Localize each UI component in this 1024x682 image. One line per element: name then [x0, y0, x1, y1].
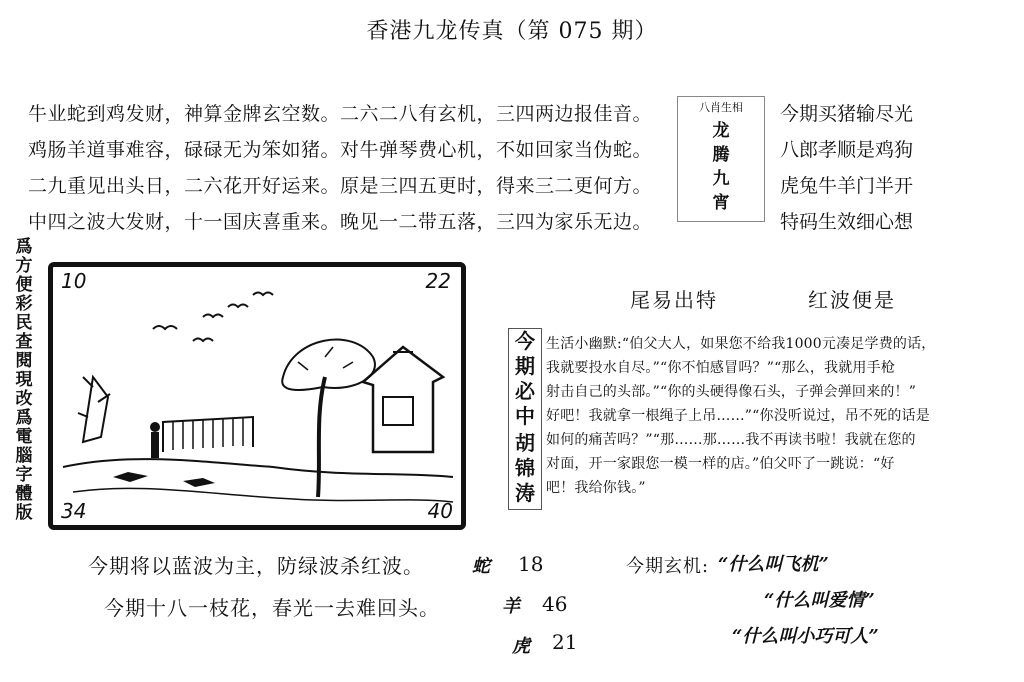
page-title: 香港九龙传真（第 075 期） — [366, 19, 658, 44]
must-char: 涛 — [515, 481, 535, 505]
sidebar-char: 改 — [15, 389, 33, 409]
illustration-frame — [48, 262, 466, 530]
sidebar-char: 彩 — [15, 294, 33, 314]
zodiac-char: 九 — [712, 169, 730, 189]
must-char: 必 — [515, 379, 535, 403]
humor-line: 生活小幽默:“伯父大人，如果您不给我1000元凑足学费的话， — [546, 336, 936, 352]
humor-paragraph — [546, 332, 1024, 500]
poem-line: 牛业蛇到鸡发财，神算金牌玄空数。二六二八有玄机，三四两边报佳音。 — [28, 103, 653, 125]
sidebar-char: 爲 — [15, 408, 33, 428]
riddle-label: 今期玄机: — [626, 556, 710, 577]
must-char: 中 — [515, 404, 535, 428]
must-char: 锦 — [515, 456, 535, 480]
corner-number-bottom-right: 40 — [427, 499, 453, 523]
riddle-line-2: “什么叫爱情” — [764, 590, 875, 611]
tip-line-1: 今期将以蓝波为主，防绿波杀红波。 — [88, 554, 424, 578]
poem-block — [28, 96, 668, 240]
zodiac-box — [677, 96, 765, 222]
zodiac-char: 腾 — [712, 145, 730, 165]
zodiac-phrase — [678, 119, 764, 215]
corner-number-bottom-left: 34 — [61, 499, 87, 523]
right-line: 今期买猪输尽光 — [780, 103, 914, 125]
tip-animal-3: 虎 — [512, 636, 530, 657]
tip-animal-2: 羊 — [502, 596, 520, 617]
must-char: 今 — [515, 329, 535, 353]
right-line: 特码生效细心想 — [780, 211, 914, 233]
sidebar-char: 民 — [15, 313, 33, 333]
heading-right: 红波便是 — [808, 288, 896, 312]
zodiac-label: 八肖生相 — [699, 101, 743, 114]
right-verse — [780, 96, 1020, 240]
zodiac-char: 龙 — [712, 121, 730, 141]
sidebar-char: 電 — [15, 427, 33, 447]
sidebar-char: 便 — [15, 275, 33, 295]
poem-line: 中四之波大发财，十一国庆喜重来。晚见一二带五落，三四为家乐无边。 — [28, 211, 653, 233]
humor-line: 吧！我给你钱。” — [546, 480, 646, 496]
sidebar-char: 爲 — [15, 237, 33, 257]
sidebar-char: 腦 — [15, 446, 33, 466]
humor-line: 如何的痛苦吗？”“那……那……我不再读书啦！我就在您的 — [546, 432, 916, 448]
tip-animal-1: 蛇 — [472, 556, 490, 577]
sidebar-char: 查 — [15, 332, 33, 352]
right-line: 八郎孝顺是鸡狗 — [780, 139, 914, 161]
humor-line: 对面，开一家跟您一模一样的店。”伯父吓了一跳说：“好 — [546, 456, 895, 472]
tip-number-1: 18 — [518, 552, 544, 576]
poem-line: 二九重见出头日，二六花开好运来。原是三四五更时，得来三二更何方。 — [28, 175, 653, 197]
riddle-line-1: “什么叫飞机” — [718, 554, 829, 575]
humor-line: 我就要投水自尽。”“你不怕感冒吗？”“那么，我就用手枪 — [546, 360, 896, 376]
sidebar-char: 字 — [15, 465, 33, 485]
heading-left: 尾易出特 — [630, 288, 718, 312]
corner-number-top-left: 10 — [61, 269, 87, 293]
riddle-line-3: “什么叫小巧可人” — [732, 626, 879, 647]
must-char: 期 — [515, 354, 535, 378]
sidebar-char: 版 — [15, 503, 33, 523]
tip-line-2: 今期十八一枝花，春光一去难回头。 — [104, 596, 440, 620]
corner-number-top-right: 22 — [425, 269, 451, 293]
landscape-sketch — [53, 267, 461, 525]
must-char: 胡 — [515, 431, 535, 455]
humor-line: 射击自己的头部。”“你的头硬得像石头，子弹会弹回来的！” — [546, 384, 917, 400]
sidebar-char: 現 — [15, 370, 33, 390]
right-line: 虎兔牛羊门半开 — [780, 175, 914, 197]
poem-line: 鸡肠羊道事难容，碌碌无为笨如猪。对牛弹琴费心机，不如回家当伪蛇。 — [28, 139, 653, 161]
zodiac-char: 宵 — [712, 193, 730, 213]
sidebar-char: 方 — [15, 256, 33, 276]
sidebar-char: 體 — [15, 484, 33, 504]
sidebar-char: 閱 — [15, 351, 33, 371]
must-win-box — [508, 328, 542, 510]
humor-line: 好吧！我就拿一根绳子上吊……”“你没听说过，吊不死的话是 — [546, 408, 930, 424]
vertical-sidebar-note — [6, 238, 42, 523]
tip-number-3: 21 — [552, 630, 578, 654]
tip-number-2: 46 — [542, 592, 568, 616]
